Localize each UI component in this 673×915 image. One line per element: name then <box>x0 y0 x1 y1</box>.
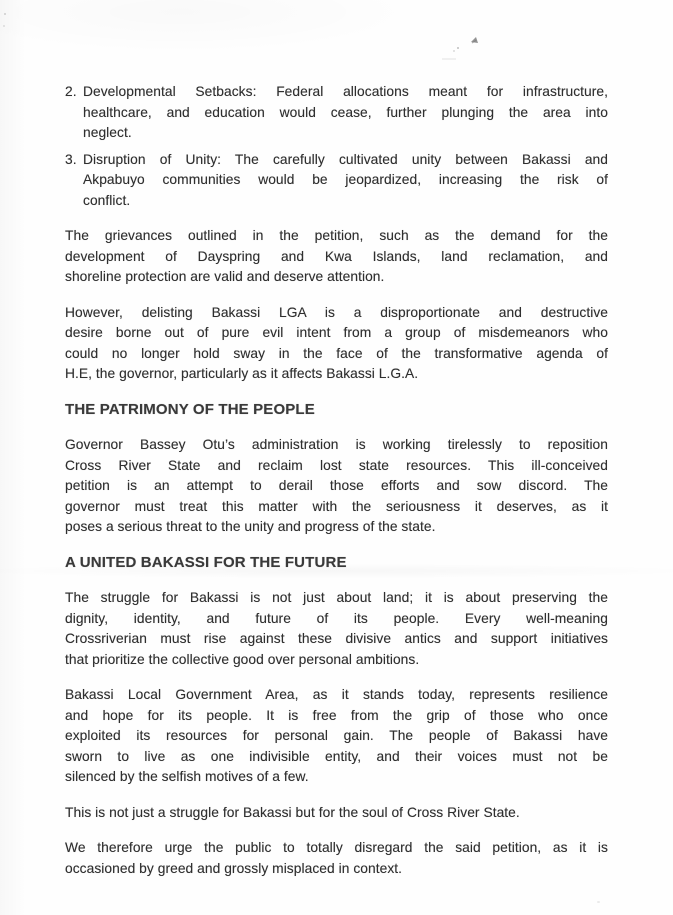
paragraph <box>65 588 608 670</box>
text-line: Cross River State and reclaim lost state resources. This ill-conceived <box>65 457 608 473</box>
text-line: could no longer hold sway in the face of the transformative agenda of <box>65 345 608 361</box>
scan-speck <box>597 901 600 903</box>
paragraph <box>65 803 608 824</box>
list-item-number: 3. <box>65 151 77 167</box>
text-line: dignity, identity, and future of its people. Every well-meaning <box>65 610 608 626</box>
text-line: neglect. <box>83 125 132 140</box>
section-heading: A UNITED BAKASSI FOR THE FUTURE <box>65 553 347 571</box>
text-line: and hope for its people. It is free from the grip of those who once <box>65 707 608 723</box>
text-line: However, delisting Bakassi LGA is a disproportionate and destructive <box>65 304 608 320</box>
scan-speck <box>4 13 6 15</box>
list-item <box>65 82 608 144</box>
text-line: poses a serious threat to the unity and progress of the state. <box>65 519 436 534</box>
text-line: Developmental Setbacks: Federal allocations meant for infrastructure, <box>83 84 608 99</box>
text-line: This is not just a struggle for Bakassi but for the soul of Cross River State. <box>65 804 520 820</box>
paragraph <box>65 226 608 288</box>
text-line: silenced by the selfish motives of a few. <box>65 769 309 784</box>
text-line: We therefore urge the public to totally disregard the said petition, as it is <box>65 840 608 855</box>
numbered-list <box>65 82 608 211</box>
text-line: The struggle for Bakassi is not just about land; it is about preserving the <box>65 590 608 605</box>
text-line: Disruption of Unity: The carefully cultivated unity between Bakassi and <box>83 151 608 167</box>
text-line: Crossriverian must rise against these divisive antics and support initiatives <box>65 631 608 646</box>
text-line: Governor Bassey Otu’s administration is working tirelessly to reposition <box>65 437 608 452</box>
text-line: The grievances outlined in the petition, such as the demand for the <box>65 228 608 243</box>
list-item-text <box>83 150 608 212</box>
pencil-mark <box>438 28 494 68</box>
section-heading: THE PATRIMONY OF THE PEOPLE <box>65 400 315 418</box>
list-item-text <box>83 82 608 144</box>
paragraph <box>65 435 608 538</box>
scan-speck <box>3 25 5 27</box>
paragraph <box>65 685 608 788</box>
text-line: Bakassi Local Government Area, as it stands today, represents resilience <box>65 687 608 702</box>
text-line: sworn to live as one indivisible entity, and their voices must not be <box>65 748 608 764</box>
paragraph <box>65 303 608 385</box>
text-line: Akpabuyo communities would be jeopardized, increasing the risk of <box>83 172 608 187</box>
text-line: development of Dayspring and Kwa Islands, land reclamation, and <box>65 248 608 264</box>
paragraph <box>65 838 608 879</box>
text-line: shoreline protection are valid and deserve attention. <box>65 269 385 284</box>
text-line: H.E, the governor, particularly as it affects Bakassi L.G.A. <box>65 366 419 381</box>
text-line: conflict. <box>83 192 131 208</box>
document-content <box>65 82 608 894</box>
text-line: healthcare, and education would cease, further plunging the area into <box>83 104 608 120</box>
text-line: exploited its resources for personal gain. The people of Bakassi have <box>65 728 608 743</box>
text-line: governor must treat this matter with the seriousness it deserves, as it <box>65 498 608 514</box>
list-item-number: 2. <box>65 84 77 99</box>
text-line: petition is an attempt to derail those efforts and sow discord. The <box>65 478 608 493</box>
text-line: desire borne out of pure evil intent from a group of misdemeanors who <box>65 325 608 340</box>
text-line: occasioned by greed and grossly misplaced in context. <box>65 860 403 876</box>
list-item <box>65 150 608 212</box>
text-line: that prioritize the collective good over personal ambitions. <box>65 651 420 667</box>
